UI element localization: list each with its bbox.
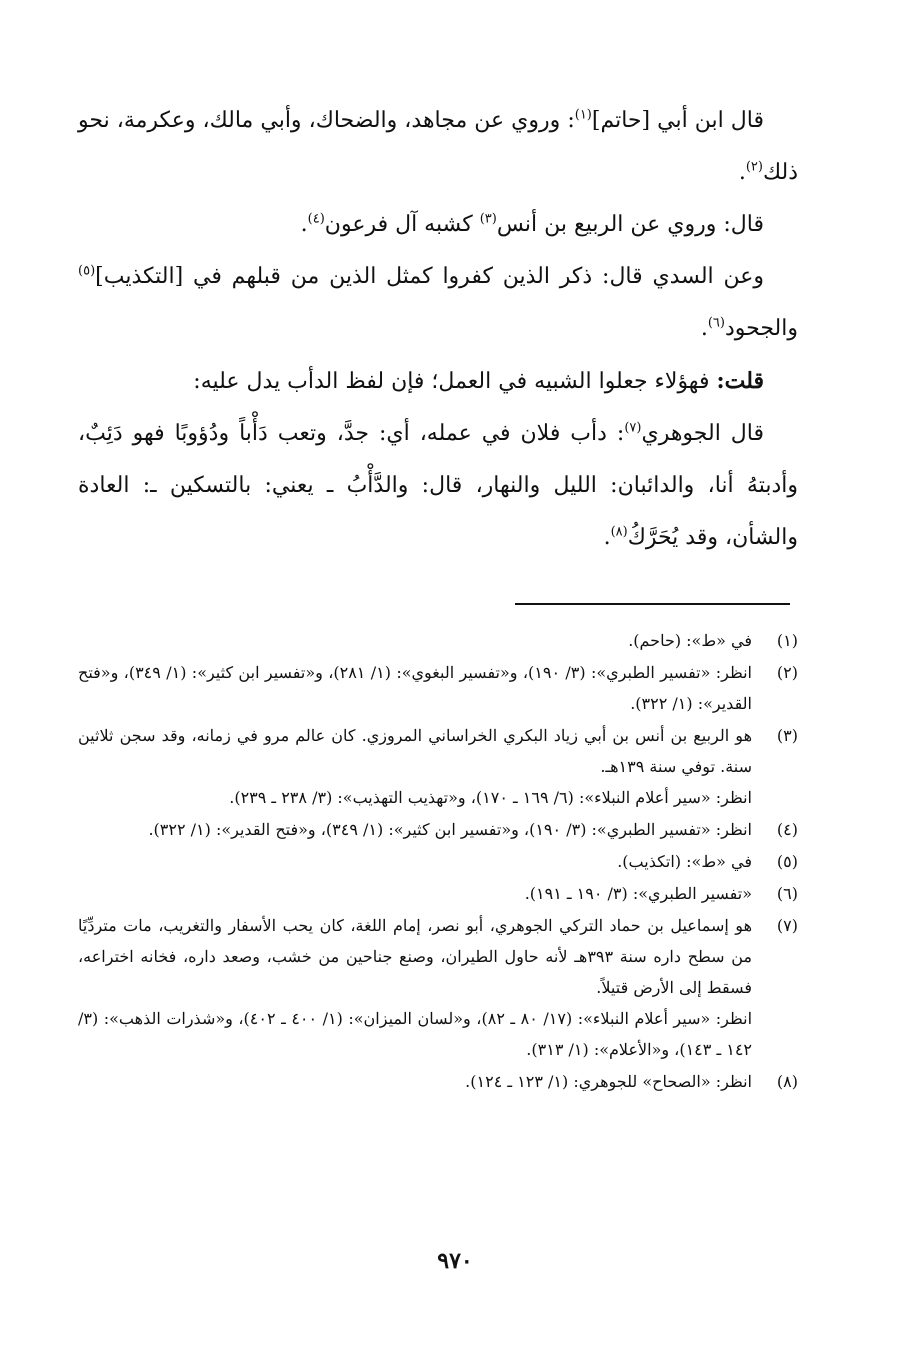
footnote-separator bbox=[515, 603, 790, 605]
main-text bbox=[78, 95, 798, 564]
footnote-number: (٢) bbox=[776, 663, 798, 682]
lead-word: قلت: bbox=[716, 368, 764, 394]
footnote-ref-4[interactable]: (٤) bbox=[307, 211, 325, 227]
footnote-text: انظر: «سير أعلام النبلاء»: (١٧/ ٨٠ ـ ٨٢)، و«لسان الميزان»: (١/ ٤٠٠ ـ ٤٠٢)، و«شذرات الذهب»: (٣/ ١٤٢ ـ ١٤٣)، و«الأعلام»: (١/ ٣١٣). bbox=[78, 1009, 753, 1059]
paragraph-2: قال: وروي عن الربيع بن أنس$^{(٣)}$ كشبه آل فرعون$^{(٤)}$. bbox=[300, 211, 764, 237]
footnote-ref-3[interactable]: (٣) bbox=[479, 211, 497, 227]
paragraph-4: قلت: فهؤلاء جعلوا الشبيه في العمل؛ فإن لفظ الدأب يدل عليه: bbox=[193, 368, 764, 394]
footnote-2 bbox=[78, 657, 798, 719]
footnote-3 bbox=[78, 720, 798, 813]
footnote-1 bbox=[78, 625, 798, 656]
footnote-text: «تفسير الطبري»: (٣/ ١٩٠ ـ ١٩١). bbox=[524, 884, 752, 903]
footnote-ref-5[interactable]: (٥) bbox=[78, 263, 96, 279]
footnote-ref-8[interactable]: (٨) bbox=[610, 524, 628, 540]
footnote-5 bbox=[78, 846, 798, 877]
footnote-number: (٥) bbox=[776, 852, 798, 871]
footnote-number: (٦) bbox=[776, 884, 798, 903]
footnote-text: انظر: «الصحاح» للجوهري: (١/ ١٢٣ ـ ١٢٤). bbox=[465, 1072, 752, 1091]
paragraph-1: قال ابن أبي [حاتم]$^{(١)}$: وروي عن مجاهد، والضحاك، وأبي مالك، وعكرمة، نحو ذلك$^{(٢)}$. bbox=[78, 107, 798, 185]
footnote-4 bbox=[78, 814, 798, 845]
footnote-8 bbox=[78, 1066, 798, 1097]
footnote-number: (٧) bbox=[776, 916, 798, 935]
footnote-number: (٨) bbox=[776, 1072, 798, 1091]
footnote-text: في «ط»: (حاحم). bbox=[628, 631, 752, 650]
footnote-ref-2[interactable]: (٢) bbox=[745, 159, 763, 175]
footnote-number: (٤) bbox=[776, 820, 798, 839]
paragraph-3: وعن السدي قال: ذكر الذين كفروا كمثل الذين من قبلهم في [التكذيب]$^{(٥)}$ والجحود$^{(٦)}$. bbox=[78, 263, 798, 341]
footnote-number: (١) bbox=[776, 631, 798, 650]
footnote-text: هو إسماعيل بن حماد التركي الجوهري، أبو نصر، إمام اللغة، كان يحب الأسفار والتغريب، مات متردِّيًا من سطح داره سنة ٣٩٣هـ لأنه حاول الطيران، وصنع جناحين من خشب، وصعد داره، فخانه اختراعه، فسقط إلى الأرض قتيلاً. bbox=[78, 916, 753, 997]
paragraph-5: قال الجوهري$^{(٧)}$: دأب فلان في عمله، أي: جدَّ، وتعب دَأْباً ودُؤوبًا فهو دَئِبٌ، وأدبتهُ أنا، والدائبان: الليل والنهار، قال: والدَّأْبُ ـ يعني: بالتسكين ـ: العادة والشأن، وقد يُحَرَّكُ$^{(٨)}$. bbox=[78, 420, 798, 550]
footnotes bbox=[78, 625, 798, 1098]
footnote-number: (٣) bbox=[776, 726, 798, 745]
footnote-text: في «ط»: (اتكذيب). bbox=[617, 852, 752, 871]
footnote-text: انظر: «تفسير الطبري»: (٣/ ١٩٠)، و«تفسير ابن كثير»: (١/ ٣٤٩)، و«فتح القدير»: (١/ ٣٢٢). bbox=[148, 820, 752, 839]
footnote-ref-7[interactable]: (٧) bbox=[624, 420, 642, 436]
footnote-text: انظر: «سير أعلام النبلاء»: (٦/ ١٦٩ ـ ١٧٠)، و«تهذيب التهذيب»: (٣/ ٢٣٨ ـ ٢٣٩). bbox=[229, 788, 752, 807]
footnote-text: انظر: «تفسير الطبري»: (٣/ ١٩٠)، و«تفسير البغوي»: (١/ ٢٨١)، و«تفسير ابن كثير»: (١/ ٣٤٩)، و«فتح القدير»: (١/ ٣٢٢). bbox=[78, 663, 752, 713]
page-number: ٩٧٠ bbox=[437, 1248, 473, 1274]
footnote-6 bbox=[78, 878, 798, 909]
footnote-7 bbox=[78, 910, 798, 1065]
footnote-ref-1[interactable]: (١) bbox=[574, 107, 592, 123]
footnote-text: هو الربيع بن أنس بن أبي زياد البكري الخراساني المروزي. كان عالم مرو في زمانه، وقد سجن ثلاثين سنة. توفي سنة ١٣٩هـ. bbox=[78, 726, 752, 776]
footnote-ref-6[interactable]: (٦) bbox=[707, 315, 725, 331]
